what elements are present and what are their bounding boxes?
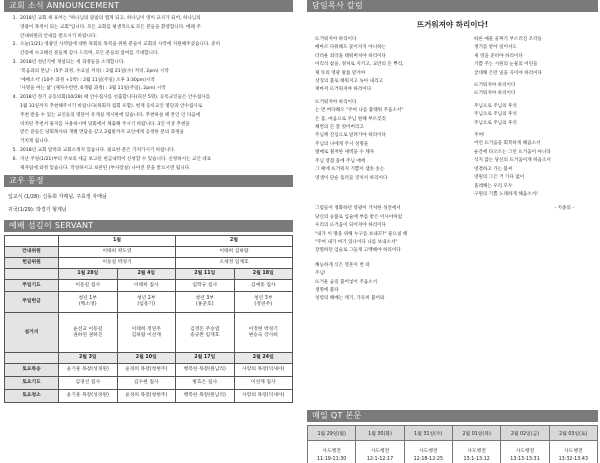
servant-header: 예배 섬김이 SERVANT [4, 220, 293, 232]
qt-passage: 사도행전 12:1-12:17 [356, 441, 404, 463]
column-header: 담임목사 칼럼 [307, 0, 598, 12]
qt-date: 2월 02일(금) [501, 426, 549, 441]
list-item: 3. 2018년 성년기에 개설되는 세 과정들을 소개합니다. '복음과의 만남'- (5주 과정, 수요일 저녁) : 2월 21일(수) 저녁, 2pm) 시작 '예배소서' (10주 과정 +1박) : 2월 11일(주일) 오후 3:30pm)시작 '사명을 여는 삶' (제자수련반, 6개월 과정) : 3월 11일(주일), 2pm) 시작 [12, 59, 169, 92]
column-body [307, 36, 598, 199]
list-item: 1. 2018년 교회 새 표어는 "하나님의 말씀의 맵게 되고, 하나님이 영이 교사가 되어, 하나님의 영광이 목적이 되는 교회"입니다. 모든 교회를 평생적으로 모든 분들을 환영합니다. 매례 주 안내위원의 안내를 받으시기 바랍니다. [12, 16, 201, 39]
servant-table: 1월 2월 안내위원 이태희 곽도연 이태희 김하람 헌금위원 이동길 박경기 오세정 임재호 1월 28일 2월 4일 2월 11일 2월 18일 주일기도 이동길 집사 이태희 집사 임학규 집사 김예흥 집사 주일헌금 청년 1부 (백소영) 청년 2부 (임흥기) 청년 3부 (홍준호) 청년 3부 (정연주) 설거지 윤선교 이동길 권하연 권하진 이태희 정연주 김하람 이선재 김영돈 주승엽 송규완 임재호 이정현 박경기 변승숙 강사희 2월 3일 2월 10일 2월 17일 2월 24일 토요특송 윤기훈 목장(성경원) 윤경희 목장(청현주) 행복한 목장(원남리) 사랑의 목장(덕새아) 토요기도 김경선 집사 김수현 집사 방효은 집사 이선재 집사 토요청소 윤기훈 목장(성경원) 윤경희 목장(청현주) 행복한 목장(원남리) 사랑의 목장(덕새아) [4, 235, 293, 403]
qt-date: 1월 30(화) [356, 426, 404, 441]
qt-passage: 사도행전 13:1-13:12 [452, 441, 500, 463]
qt-date: 1월 31일(수) [404, 426, 452, 441]
staff-news-line: 귀국(1/29): 박경기 형제님 [8, 207, 67, 214]
poem-stanza: 주여! 어린 뜨거움을 회복하게 해옵소서 순간에 타오르는 그런 뜨거움이 아니라 식지 않는 당신의 뜨거움이게 하옵소서 영결하고 가는 불씨 영원의 그은 거 가다 없이 올레해는 우리 모두 구원의 기쁨 노래하게 해옵소서! [474, 133, 551, 197]
poem-stanza: 뜨거워져야 하리이다 뜨거워져야 하리이다 [474, 83, 516, 97]
announcement-header: 교회 소식 ANNOUNCEMENT [4, 0, 293, 12]
qt-section [307, 410, 598, 463]
qt-header: 매일 QT 본문 [307, 410, 598, 422]
poem-stanza: 뜨거워져야 하리이다 는 면 버다해오 "주여 나를 불태워 주옵소서" 은 몸, 마음으로 주님 원해 부르짖짖 체면의 끈 잘 벗어버리고 주님께 진심으로 달려가야 하리이다 주님의 나에게 주시 성명을 열매로 철저한 새벽을 수 채자 주님 영접 품에 주님 애에 그 때에 뜨거워져 기쁨이 샘솟 솟는 영생이 단순 흘러들 것처서 하리이다 [315, 99, 404, 181]
qt-passage: 사도행전 13:13-13:31 [501, 441, 549, 463]
qt-date: 2월 03일(토) [549, 426, 597, 441]
poem-stanza: 주님으로 주님의 후석 주님으로 주님의 후석 주님으로 주님의 후석 [474, 103, 517, 126]
poem-stanza: 뜨거워져야 하리이다 메마르 다워해도 꽃이지지 아니하는 더러운 죄악을 태워버져야 하리이다 어리석 참을, 정처로 지키고, 교만의 돈 뿌리, 제 뜻의 영광 말씀 맡겨야 상징의 불로 태워지고 녹아 내리고 재마저 뜨거워져야 하리이다 [315, 37, 404, 93]
qt-passage: 사도행전 12:18-12:25 [404, 441, 452, 463]
qt-table [307, 425, 598, 463]
list-item: 5. 2018년 교회 달력과 교회소개지 있습니다. 필요한 분은 가져가시기 바랍니다. [12, 147, 175, 153]
qt-passage: 사도행전 11:19-11:30 [308, 441, 356, 463]
list-item: 2. 오늘(1/21) 영광인 사역팀에 대한 목회의 목적을 위한 분들이 교회의 사역에 지원해주셨습니다. 준비 간증에 수고해신 분들께 감사 드리며, 모든 분들의 참여를 기대합니다. [12, 42, 221, 57]
qt-date: 1월 29일(월) [308, 426, 356, 441]
poem-stanza: 그럼들어 정화하던 영광이 거처한 성전에서 당신의 숭불로 입술에 부를 받은 이사야처럼 우리의 뜨거움이 되어져야 하리이다 "내가 이 땅을 위해 누구를 보내꼬?" 물으실 때 "주여 내가 여기 있나이다 나를 보내소서" 장렬하던 입술로 그들게 고백해야 하리이다 [315, 206, 408, 254]
staff-news-header: 교우 동정 [4, 175, 293, 187]
column-author: - 지종의 - [554, 206, 574, 212]
poem-stanza: 해능하게 식은 영혼이 번 뗘 주님! 뜨거운 숨길 불어넣어 주옵소서 생명에 불타 성령의 해매는 캐기, 가득히 불어와 [315, 262, 385, 302]
left-column [4, 0, 293, 403]
right-column [307, 0, 598, 463]
poem-stanza: 따른 메울 골짜기 부스러진 조각들 생기를 받아 일어서도 새 영을 준비야 하리이다 기쁨 주는 시원의 눈물의 어린들 굳대해 은만 일을 곡이야 하리이다 [474, 37, 542, 76]
list-item: 6. 지난 주일(1/21)부터 주보의 세금 보고된 헌금내역이 신청할 수 있습니다. 신청하시는 교인 대표 제자팀에 와정 있습니다. 작성하시고 보관된 (부사장실) 나아진 분을 받으시면 됩니다. [12, 156, 212, 171]
column-heading: 뜨거워져야 하리이다! [416, 20, 489, 29]
qt-passage: 사도행전 13:32-13:43 [549, 441, 597, 463]
staff-news [4, 187, 293, 217]
staff-news-line: 입교식 (1/28): 신동희 자매님, 주효정 자매님 [8, 194, 107, 201]
list-item: 4. 2018년 정기 공동의회(10/28) 때 안수집사를 선출합니다(피선 5명). 등록교인들은 안수집사를 1월 31일까지 추천해주시기 바랍니다(목회자 집회 포함). 현재 등록교인 명단과 안수집사로 추천 받을 수 있는 교인들의 명단이 유게실 게시판에 있습니다. 추천하실 때 본인 인 다음에 비치된 추천서 용지를 사용하시며 당회에서 제출해 주시기 바랍니다. 3인 이상 추천을 받은 분들은 당회목사와 개별 면담을 갖고 2월말까지 교인에게 공정한 분의 과정을 거치게 됩니다. [12, 95, 211, 145]
announcement-list [4, 12, 293, 173]
qt-date: 2월 01일(목) [452, 426, 500, 441]
